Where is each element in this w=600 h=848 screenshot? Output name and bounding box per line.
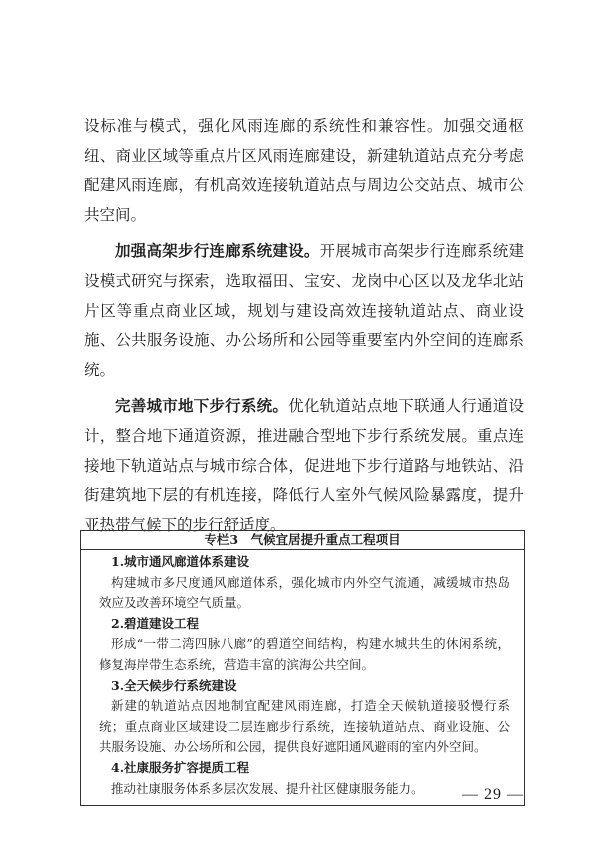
paragraph-2-text: 开展城市高架步行连廊系统建设模式研究与探索，选取福田、宝安、龙岗中心区以及龙华北站片区等重点商业区域，规划与建设高效连接轨道站点、商业设施、公共服务设施、办公场所和公园等重要室内外空间的连廊系统。 <box>84 242 524 379</box>
paragraph-3-text: 优化轨道站点地下联通人行通道设计，整合地下通道资源，推进融合型地下步行系统发展。重点连接地下轨道站点与城市综合体，促进地下步行道路与地铁站、沿街建筑地下层的有机连接，降低行人室外气候风险暴露度，提升亚热带气候下的步行舒适度。 <box>84 397 524 534</box>
feature-box-title: 专栏3 气候宜居提升重点工程项目 <box>81 531 524 550</box>
project-4-heading: 4.社康服务扩容提质工程 <box>111 759 250 775</box>
body-text <box>84 112 524 540</box>
paragraph-1 <box>84 112 524 230</box>
project-1-text: 构建城市多尺度通风廊道体系，强化城市内外空气流通，减缓城市热岛效应及改善环境空气质量。 <box>99 574 510 611</box>
paragraph-2 <box>84 236 524 385</box>
paragraph-2-lead: 加强高架步行连廊系统建设。 <box>115 241 320 261</box>
project-1-heading: 1.城市通风廊道体系建设 <box>111 554 250 569</box>
paragraph-3-lead: 完善城市地下步行系统。 <box>115 396 289 416</box>
project-3-text: 新建的轨道站点因地制宜配建风雨连廊，打造全天候轨道接驳慢行系统；重点商业区域建设二层连廊步行系统，连接轨道站点、商业设施、公共服务设施、办公场所和公园，提供良好遮阳通风避雨的室内外空间。 <box>99 698 510 755</box>
project-2-heading: 2.碧道建设工程 <box>111 615 200 631</box>
project-4-text: 推动社康服务体系多层次发展、提升社区健康服务能力。 <box>111 780 424 796</box>
project-3-heading: 3.全天候步行系统建设 <box>111 677 237 693</box>
feature-box-body <box>81 550 524 805</box>
project-2-text: 形成“一带二湾四脉八廊”的碧道空间结构，构建水城共生的休闲系统，修复海岸带生态系统，营造丰富的滨海公共空间。 <box>99 636 510 672</box>
page-number: — 29 — <box>462 786 524 803</box>
paragraph-3 <box>84 391 524 540</box>
paragraph-1-text: 设标准与模式，强化风雨连廊的系统性和兼容性。加强交通枢纽、商业区域等重点片区风雨连廊建设，新建轨道站点充分考虑配建风雨连廊，有机高效连接轨道站点与周边公交站点、城市公共空间。 <box>84 117 524 224</box>
feature-box <box>80 530 525 806</box>
